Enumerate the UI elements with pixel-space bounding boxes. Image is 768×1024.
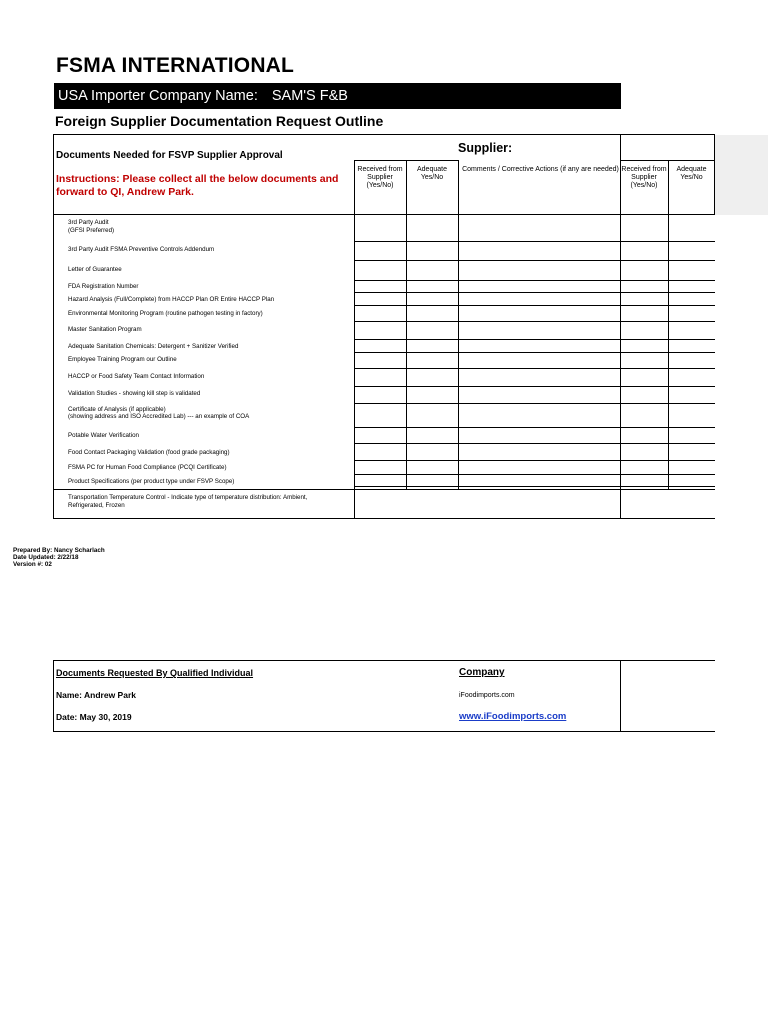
- doc-item: (showing address and ISO Accredited Lab) --- an example of COA: [68, 413, 250, 420]
- grid-line: [354, 474, 715, 475]
- doc-item: Validation Studies - showing kill step is validated: [68, 390, 201, 397]
- grid-line: [714, 134, 715, 215]
- grid-line: [354, 292, 715, 293]
- col-comments: Comments / Corrective Actions (if any are needed): [462, 166, 619, 173]
- prepared-meta: [13, 547, 105, 568]
- grid-line: [354, 321, 715, 322]
- grid-line: [53, 214, 715, 215]
- doc-item: Refrigerated, Frozen: [68, 502, 125, 509]
- importer-label: USA Importer Company Name:: [58, 88, 258, 104]
- doc-item: Product Specifications (per product type under FSVP Scope): [68, 478, 235, 485]
- doc-item: Master Sanitation Program: [68, 326, 142, 333]
- supplier-label: Supplier:: [458, 141, 513, 155]
- grid-line: [354, 489, 355, 519]
- grid-line: [354, 160, 458, 161]
- grid-line: [458, 160, 459, 490]
- grid-line: [53, 489, 715, 490]
- grid-line: [354, 260, 715, 261]
- instructions-text: Instructions: Please collect all the below documents and forward to QI, Andrew Park.: [56, 173, 339, 198]
- docs-needed-heading: Documents Needed for FSVP Supplier Approval: [56, 150, 283, 161]
- grid-line: [354, 460, 715, 461]
- date-updated: Date Updated: 2/22/18: [13, 554, 79, 561]
- doc-item: FSMA PC for Human Food Compliance (PCQI Certificate): [68, 464, 227, 471]
- col-adequate: Adequate Yes/No: [417, 166, 447, 181]
- doc-item: Potable Water Verification: [68, 432, 139, 439]
- grid-line: [354, 352, 715, 353]
- gray-margin: [714, 135, 768, 215]
- grid-line: [53, 214, 54, 519]
- doc-item: Letter of Guarantee: [68, 266, 122, 273]
- request-date: Date: May 30, 2019: [56, 712, 132, 722]
- doc-item: Adequate Sanitation Chemicals: Detergent + Sanitizer Verified: [68, 343, 239, 350]
- col-received-2: Received from Supplier (Yes/No): [621, 166, 667, 189]
- importer-name: SAM'S F&B: [271, 88, 348, 104]
- grid-line: [354, 368, 715, 369]
- importer-bar: [54, 83, 621, 109]
- doc-item: Food Contact Packaging Validation (food grade packaging): [68, 449, 230, 456]
- grid-line: [620, 134, 621, 490]
- grid-line: [354, 486, 715, 487]
- grid-line: [620, 660, 621, 732]
- grid-line: [354, 403, 715, 404]
- grid-line: [620, 160, 715, 161]
- grid-line: [354, 280, 715, 281]
- doc-item: 3rd Party Audit: [68, 219, 109, 226]
- col-adequate-2: Adequate Yes/No: [676, 166, 707, 181]
- doc-item: (GFSI Preferred): [68, 227, 115, 234]
- grid-line: [354, 160, 355, 490]
- company-link[interactable]: www.iFoodimports.com: [459, 711, 567, 722]
- document-title: FSMA INTERNATIONAL: [56, 54, 295, 77]
- grid-line: [354, 427, 715, 428]
- version: Version #: 02: [13, 561, 52, 568]
- grid-line: [354, 305, 715, 306]
- doc-item: FDA Registration Number: [68, 283, 139, 290]
- grid-line: [354, 443, 715, 444]
- doc-item: Transportation Temperature Control - Indicate type of temperature distribution: Ambient,: [68, 494, 308, 501]
- doc-item: Environmental Monitoring Program (routine pathogen testing in factory): [68, 310, 263, 317]
- request-title: Documents Requested By Qualified Individual: [56, 668, 254, 678]
- company-site: iFoodimports.com: [459, 692, 515, 699]
- grid-line: [354, 241, 715, 242]
- prepared-by: Prepared By: Nancy Scharlach: [13, 547, 105, 554]
- grid-line: [354, 386, 715, 387]
- doc-item: 3rd Party Audit FSMA Preventive Controls Addendum: [68, 246, 215, 253]
- grid-line: [668, 160, 669, 490]
- grid-line: [406, 160, 407, 490]
- grid-line: [620, 489, 621, 519]
- request-name: Name: Andrew Park: [56, 690, 136, 700]
- doc-item: HACCP or Food Safety Team Contact Information: [68, 373, 205, 380]
- grid-line: [354, 339, 715, 340]
- doc-item: Hazard Analysis (Full/Complete) from HACCP Plan OR Entire HACCP Plan: [68, 296, 275, 303]
- grid-line: [53, 518, 715, 519]
- doc-item: Employee Training Program our Outline: [68, 356, 177, 363]
- company-title: Company: [459, 667, 505, 678]
- doc-item: Certificate of Analysis (if applicable): [68, 406, 166, 413]
- document-subtitle: Foreign Supplier Documentation Request Outline: [55, 113, 384, 129]
- col-received: Received from Supplier (Yes/No): [357, 166, 403, 189]
